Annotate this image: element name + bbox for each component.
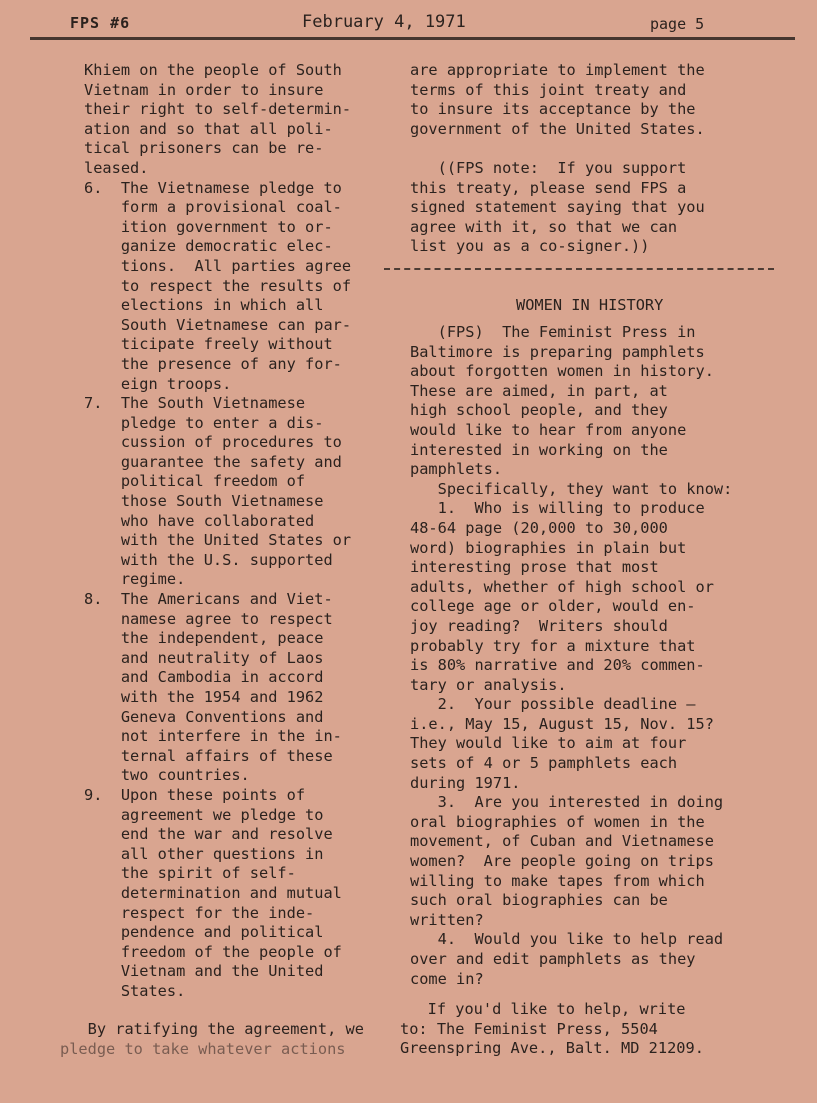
- text-line: is 80% narrative and 20% commen-: [410, 656, 705, 675]
- ratification-paragraph: [60, 1020, 364, 1059]
- text-line: tary or analysis.: [410, 675, 567, 694]
- header-rule: [30, 37, 795, 40]
- text-line: with the United States or: [84, 531, 352, 550]
- text-line: 9. Upon these points of: [84, 785, 306, 804]
- text-line: interesting prose that most: [410, 558, 659, 577]
- text-line: Specifically, they want to know:: [410, 479, 733, 498]
- text-line: high school people, and they: [410, 401, 668, 420]
- text-line: pamphlets.: [410, 460, 503, 479]
- text-line: leased.: [84, 158, 149, 177]
- text-line: over and edit pamphlets as they: [410, 950, 696, 968]
- text-line: regime.: [84, 570, 186, 589]
- text-line: 3. Are you interested in doing: [410, 793, 724, 812]
- text-line: with the 1954 and 1962: [84, 688, 324, 706]
- text-line: guarantee the safety and: [84, 452, 342, 471]
- text-line: come in?: [410, 969, 484, 988]
- text-line: Geneva Conventions and: [84, 707, 324, 726]
- text-line: These are aimed, in part, at: [410, 381, 668, 400]
- newsletter-id: FPS #6: [70, 14, 131, 32]
- text-line: ((FPS note: If you support: [410, 158, 687, 177]
- text-line: to respect the results of: [84, 276, 352, 295]
- text-line: pledge to take whatever actions: [60, 1039, 346, 1058]
- text-line: during 1971.: [410, 773, 521, 792]
- text-line: ternal affairs of these: [84, 746, 333, 765]
- left-column: [84, 61, 394, 1002]
- text-line: adults, whether of high school or: [410, 577, 714, 596]
- text-line: not interfere in the in-: [84, 727, 342, 746]
- text-line: elections in which all: [84, 296, 324, 315]
- text-line: freedom of the people of: [84, 942, 342, 961]
- text-line: 48-64 page (20,000 to 30,000: [410, 518, 668, 537]
- text-line: i.e., May 15, August 15, Nov. 15?: [410, 714, 714, 733]
- text-line: agree with it, so that we can: [410, 217, 678, 236]
- text-line: oral biographies of women in the: [410, 812, 705, 831]
- text-line: Baltimore is preparing pamphlets: [410, 342, 705, 361]
- text-line: agreement we pledge to: [84, 805, 324, 824]
- text-line: tions. All parties agree: [84, 256, 352, 275]
- text-line: [410, 139, 790, 159]
- text-line: joy reading? Writers should: [410, 616, 668, 635]
- text-line: political freedom of: [84, 472, 306, 491]
- text-line: are appropriate to implement the: [410, 61, 705, 79]
- text-line: the independent, peace: [84, 629, 324, 648]
- text-line: women? Are people going on trips: [410, 852, 714, 871]
- text-line: 6. The Vietnamese pledge to: [84, 178, 342, 197]
- text-line: respect for the inde-: [84, 903, 315, 922]
- text-line: with the U.S. supported: [84, 550, 333, 569]
- text-line: (FPS) The Feminist Press in: [410, 323, 696, 341]
- text-line: college age or older, would en-: [410, 597, 696, 616]
- text-line: written?: [410, 910, 484, 929]
- text-line: this treaty, please send FPS a: [410, 178, 687, 197]
- text-line: By ratifying the agreement, we: [60, 1020, 364, 1038]
- text-line: and neutrality of Laos: [84, 648, 324, 667]
- text-line: eign troops.: [84, 374, 232, 393]
- text-line: 8. The Americans and Viet-: [84, 590, 333, 609]
- text-line: determination and mutual: [84, 883, 342, 902]
- text-line: form a provisional coal-: [84, 198, 342, 217]
- text-line: Khiem on the people of South: [84, 61, 342, 79]
- text-line: interested in working on the: [410, 440, 668, 459]
- text-line: 7. The South Vietnamese: [84, 394, 306, 413]
- text-line: who have collaborated: [84, 511, 315, 530]
- text-line: terms of this joint treaty and: [410, 80, 687, 99]
- text-line: would like to hear from anyone: [410, 420, 687, 439]
- text-line: movement, of Cuban and Vietnamese: [410, 832, 714, 851]
- section-divider: [384, 268, 774, 270]
- issue-date: February 4, 1971: [302, 12, 466, 32]
- text-line: pledge to enter a dis-: [84, 413, 324, 432]
- text-line: ticipate freely without: [84, 335, 333, 354]
- text-line: Greenspring Ave., Balt. MD 21209.: [400, 1039, 704, 1058]
- text-line: namese agree to respect: [84, 609, 333, 628]
- right-column-top: [410, 61, 790, 257]
- section-title: WOMEN IN HISTORY: [516, 296, 664, 314]
- text-line: the presence of any for-: [84, 354, 342, 373]
- text-line: probably try for a mixture that: [410, 636, 696, 655]
- text-line: pendence and political: [84, 923, 324, 942]
- text-line: end the war and resolve: [84, 825, 333, 844]
- text-line: sets of 4 or 5 pamphlets each: [410, 754, 678, 773]
- text-line: cussion of procedures to: [84, 433, 342, 452]
- text-line: Vietnam in order to insure: [84, 80, 324, 99]
- text-line: tical prisoners can be re-: [84, 139, 324, 158]
- text-line: all other questions in: [84, 844, 324, 863]
- text-line: ition government to or-: [84, 217, 333, 236]
- text-line: list you as a co-signer.)): [410, 237, 650, 256]
- text-line: Vietnam and the United: [84, 962, 324, 981]
- text-line: word) biographies in plain but: [410, 538, 687, 557]
- text-line: willing to make tapes from which: [410, 871, 705, 890]
- text-line: and Cambodia in accord: [84, 668, 324, 687]
- text-line: They would like to aim at four: [410, 734, 687, 753]
- text-line: 2. Your possible deadline —: [410, 695, 696, 714]
- text-line: those South Vietnamese: [84, 492, 324, 511]
- text-line: two countries.: [84, 766, 250, 785]
- text-line: South Vietnamese can par-: [84, 315, 352, 334]
- text-line: such oral biographies can be: [410, 891, 668, 910]
- contact-paragraph: [400, 1000, 704, 1059]
- text-line: 4. Would you like to help read: [410, 930, 724, 949]
- text-line: If you'd like to help, write: [400, 1000, 686, 1018]
- page-header: [0, 0, 817, 42]
- text-line: ganize democratic elec-: [84, 237, 333, 256]
- text-line: the spirit of self-: [84, 864, 296, 883]
- text-line: their right to self-determin-: [84, 100, 352, 119]
- text-line: to insure its acceptance by the: [410, 100, 696, 119]
- text-line: signed statement saying that you: [410, 198, 705, 217]
- text-line: about forgotten women in history.: [410, 362, 714, 381]
- text-line: 1. Who is willing to produce: [410, 499, 705, 518]
- page-number: page 5: [650, 15, 705, 33]
- text-line: government of the United States.: [410, 119, 705, 138]
- text-line: ation and so that all poli-: [84, 119, 333, 138]
- text-line: to: The Feminist Press, 5504: [400, 1019, 658, 1038]
- women-in-history-article: [410, 323, 790, 989]
- text-line: States.: [84, 981, 186, 1000]
